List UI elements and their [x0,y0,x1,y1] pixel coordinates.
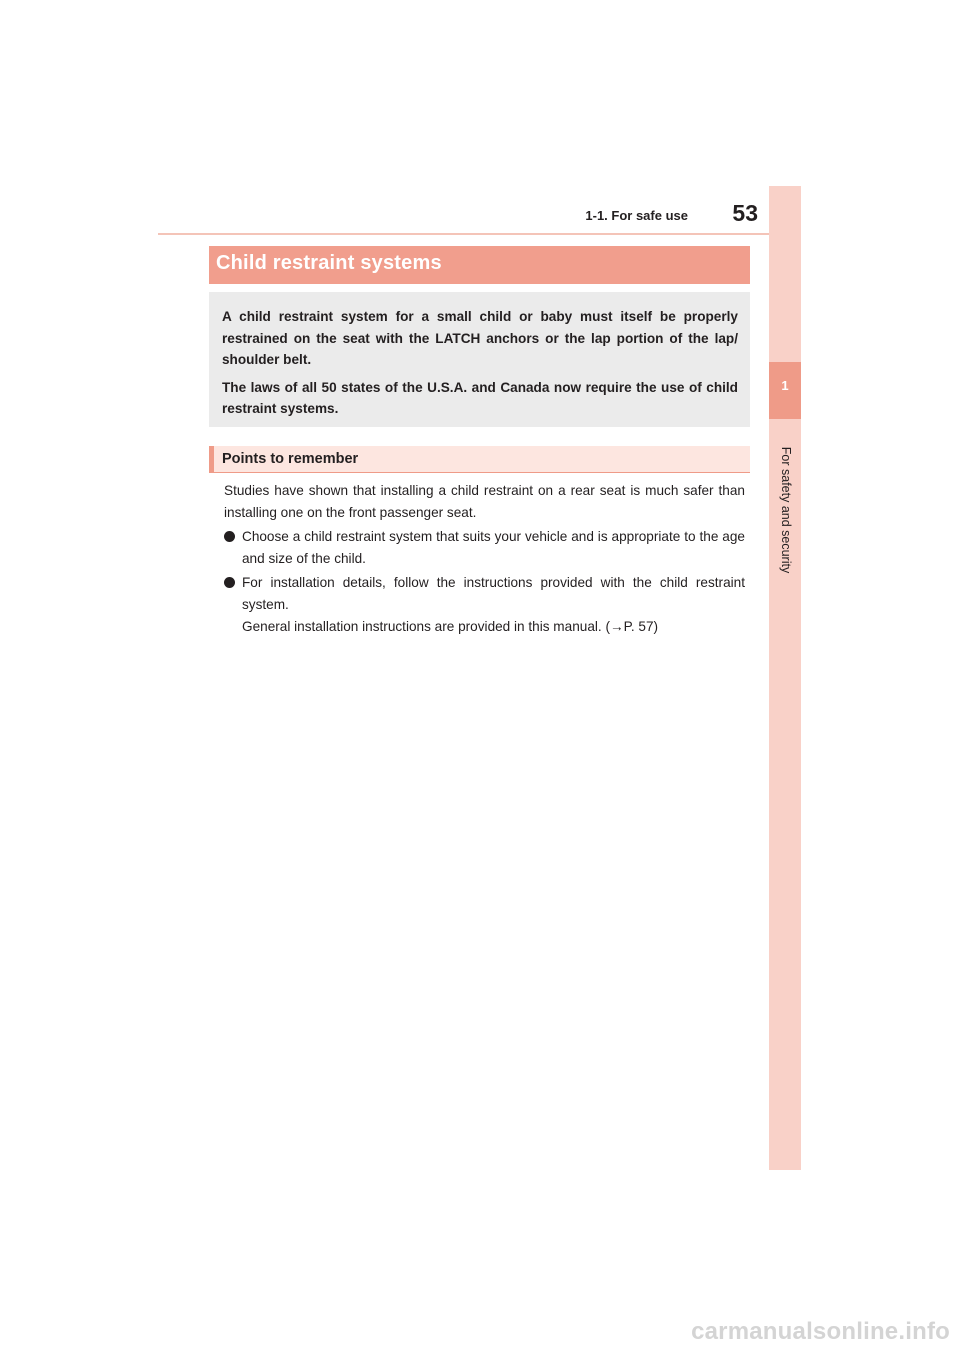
points-heading: Points to remember [222,451,359,467]
bullet-icon [224,531,235,542]
chapter-label: For safety and security [779,446,793,574]
chapter-number: 1 [781,378,789,393]
bullet-text: For installation details, follow the instructions provided with the child restraint system. [242,575,745,612]
bullet-text: Choose a child restraint system that suits your vehicle and is appropriate to the age and size of the child. [242,529,745,566]
running-header-section: 1-1. For safe use [585,208,688,223]
points-body [224,480,745,640]
intro-paragraph-2: The laws of all 50 states of the U.S.A. and Canada now require the use of child restraint systems. [222,379,738,416]
heading-accent [209,446,214,472]
list-item [224,572,745,638]
header-rule [158,233,800,235]
bullet-icon [224,577,235,588]
points-lead-paragraph: Studies have shown that installing a child restraint on a rear seat is much safer than installing one on the front passenger seat. [224,483,745,520]
intro-paragraph-1: A child restraint system for a small child or baby must itself be properly restrained on the seat with the LATCH anchors or the lap portion of the lap/ shoulder belt. [222,309,738,367]
intro-box [209,292,750,427]
section-title: Child restraint systems [216,252,442,274]
points-heading-bar [209,446,750,473]
page-reference-text[interactable]: General installation instructions are provided in this manual. (→P. 57) [242,619,659,634]
section-title-bar [209,246,750,284]
watermark: carmanualsonline.info [691,1318,950,1345]
page-number: 53 [732,200,758,226]
list-item [224,526,745,570]
chapter-side-tab [769,186,801,1170]
